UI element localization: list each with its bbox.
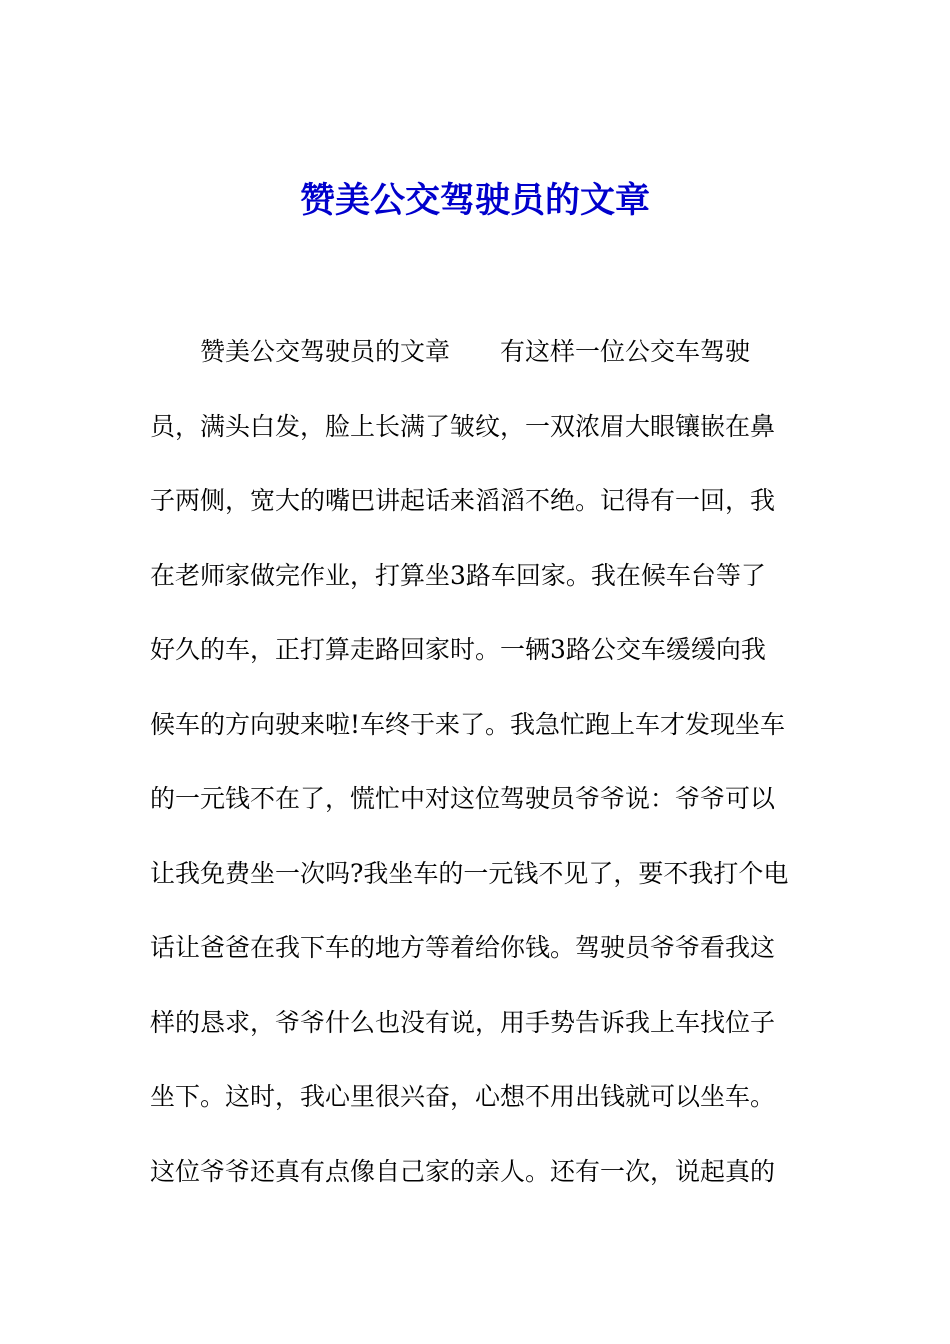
text-line: 好久的车，正打算走路回家时。一辆3路公交车缓缓向我	[150, 635, 766, 664]
text-line: 样的恳求，爷爷什么也没有说，用手势告诉我上车找位子	[150, 1007, 776, 1037]
text-line: 子两侧，宽大的嘴巴讲起话来滔滔不绝。记得有一回，我	[150, 486, 776, 515]
article-body	[150, 327, 800, 1221]
text-line: 候车的方向驶来啦!车终于来了。我急忙跑上车才发现坐车	[150, 709, 786, 739]
text-line: 坐下。这时，我心里很兴奋，心想不用出钱就可以坐车。	[150, 1082, 776, 1111]
text-line: 员，满头白发，脸上长满了皱纹，一双浓眉大眼镶嵌在鼻	[150, 411, 776, 441]
text-line: 的一元钱不在了，慌忙中对这位驾驶员爷爷说：爷爷可以	[150, 784, 776, 813]
text-line: 赞美公交驾驶员的文章 有这样一位公交车驾驶	[150, 337, 751, 366]
text-line: 在老师家做完作业，打算坐3路车回家。我在候车台等了	[150, 560, 766, 590]
text-line: 这位爷爷还真有点像自己家的亲人。还有一次，说起真的	[150, 1156, 776, 1186]
document-title: 赞美公交驾驶员的文章	[299, 180, 650, 221]
text-line: 话让爸爸在我下车的地方等着给你钱。驾驶员爷爷看我这	[150, 933, 776, 962]
text-line: 让我免费坐一次吗?我坐车的一元钱不见了，要不我打个电	[150, 858, 789, 888]
